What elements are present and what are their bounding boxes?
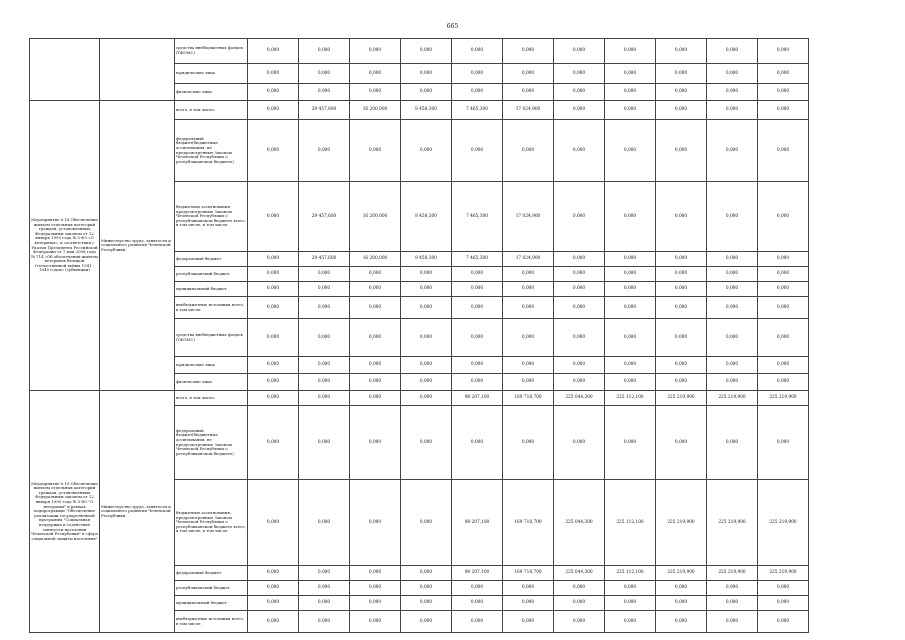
value-cell: 0,000 [503,64,554,84]
value-cell: 0,000 [707,120,758,182]
value-cell: 0,000 [248,64,299,84]
value-cell: 7 465,300 [452,182,503,252]
value-cell: 0,000 [758,39,809,64]
value-cell: 0,000 [605,252,656,267]
value-cell: 0,000 [605,101,656,120]
value-cell: 0,000 [707,406,758,480]
value-cell: 0,000 [554,581,605,596]
value-cell: 0,000 [503,581,554,596]
value-cell: 0,000 [758,406,809,480]
value-cell: 0,000 [299,596,350,611]
value-cell: 17 024,900 [503,101,554,120]
value-cell: 0,000 [554,267,605,282]
value-cell: 29 457,600 [299,182,350,252]
value-cell: 0,000 [707,182,758,252]
value-cell: 0,000 [554,319,605,357]
value-cell: 0,000 [656,319,707,357]
funding-source-cell: республиканский бюджет [175,267,248,282]
value-cell: 0,000 [452,267,503,282]
value-cell: 0,000 [554,64,605,84]
value-cell: 0,000 [452,282,503,297]
value-cell: 0,000 [248,391,299,406]
value-cell: 0,000 [350,596,401,611]
value-cell: 0,000 [656,182,707,252]
value-cell: 0,000 [707,39,758,64]
responsible-cell: Министерство труда, занятости и социального развития Чеченской Республики [100,101,175,391]
value-cell: 0,000 [605,581,656,596]
value-cell: 0,000 [350,581,401,596]
value-cell: 0,000 [605,64,656,84]
value-cell: 0,000 [503,39,554,64]
value-cell: 0,000 [503,319,554,357]
value-cell: 0,000 [554,357,605,374]
value-cell: 0,000 [299,357,350,374]
value-cell: 0,000 [248,357,299,374]
value-cell: 0,000 [401,64,452,84]
value-cell: 0,000 [758,182,809,252]
funding-source-cell: федеральный бюджет(бюджетные ассигнования, не предусмотренные Законом Чеченской Республики о республиканском бюджете) [175,406,248,480]
value-cell: 0,000 [401,120,452,182]
value-cell: 0,000 [605,297,656,319]
value-cell: 0,000 [758,581,809,596]
value-cell: 0,000 [656,374,707,391]
value-cell: 0,000 [758,374,809,391]
funding-source-cell: всего, в том числе: [175,391,248,406]
value-cell: 16 200,000 [350,252,401,267]
value-cell: 0,000 [707,282,758,297]
value-cell: 0,000 [503,406,554,480]
value-cell: 7 465,300 [452,101,503,120]
funding-source-cell: физические лица [175,84,248,101]
value-cell: 0,000 [248,252,299,267]
value-cell: 0,000 [656,252,707,267]
value-cell: 0,000 [503,297,554,319]
value-cell: 169 718,700 [503,480,554,566]
funding-source-cell: физические лица [175,374,248,391]
value-cell: 0,000 [605,39,656,64]
measure-cell: Мероприятие 6.18 Обеспечение жильем отдельных категорий граждан, установленных Федеральным законом от 12 января 1995 года № 5-ФЗ «О ветеранах», в соответствии с Указом Президента Российской Федерации от 7 мая 2008 года № 714 «Об обеспечении жильем ветеранов Великой Отечественной войны 1941 - 1945 годов» (субвенции) [30,101,100,391]
value-cell: 0,000 [401,406,452,480]
value-cell: 0,000 [350,39,401,64]
value-cell: 7 465,300 [452,252,503,267]
responsible-cell: Министерство труда, занятости и социального развития Чеченской Республики [100,391,175,633]
funding-source-cell: республиканский бюджет [175,581,248,596]
value-cell: 0,000 [299,374,350,391]
value-cell: 225 219,900 [758,480,809,566]
value-cell: 0,000 [350,374,401,391]
responsible-cell [100,39,175,101]
value-cell: 0,000 [758,357,809,374]
value-cell: 0,000 [758,101,809,120]
value-cell: 0,000 [554,282,605,297]
value-cell: 0,000 [248,120,299,182]
value-cell: 225 044,300 [554,566,605,581]
value-cell: 0,000 [299,39,350,64]
value-cell: 0,000 [758,611,809,633]
value-cell: 0,000 [758,84,809,101]
value-cell: 0,000 [656,39,707,64]
value-cell: 0,000 [554,182,605,252]
value-cell: 0,000 [656,611,707,633]
value-cell: 0,000 [605,182,656,252]
value-cell: 0,000 [707,84,758,101]
value-cell: 225 112,100 [605,566,656,581]
value-cell: 17 024,900 [503,182,554,252]
value-cell: 169 718,700 [503,566,554,581]
value-cell: 0,000 [707,101,758,120]
value-cell: 0,000 [299,84,350,101]
value-cell: 0,000 [605,357,656,374]
funding-source-cell: федеральный бюджет [175,252,248,267]
value-cell: 225 219,900 [707,480,758,566]
value-cell: 0,000 [707,64,758,84]
value-cell: 0,000 [656,282,707,297]
value-cell: 0,000 [350,297,401,319]
value-cell: 0,000 [299,391,350,406]
page-number: 665 [446,23,459,30]
value-cell: 8 458,300 [401,252,452,267]
value-cell: 0,000 [299,480,350,566]
value-cell: 0,000 [248,406,299,480]
value-cell: 0,000 [656,297,707,319]
funding-source-cell: бюджетные ассигнования, предусмотренные Законом Чеченской Республики о республиканском бюджете всего, в том числе, в том числе: [175,480,248,566]
value-cell: 0,000 [605,282,656,297]
value-cell: 29 457,600 [299,252,350,267]
funding-source-cell: юридические лица [175,64,248,84]
funding-source-cell: средства внебюджетных фондов (ТФОМС) [175,39,248,64]
value-cell: 0,000 [605,611,656,633]
value-cell: 8 458,300 [401,101,452,120]
value-cell: 0,000 [452,64,503,84]
value-cell: 0,000 [299,64,350,84]
funding-source-cell: муниципальный бюджет [175,282,248,297]
value-cell: 0,000 [503,596,554,611]
value-cell: 0,000 [350,282,401,297]
value-cell: 0,000 [758,120,809,182]
value-cell: 0,000 [707,581,758,596]
value-cell: 16 200,000 [350,182,401,252]
value-cell: 0,000 [350,319,401,357]
value-cell: 0,000 [401,282,452,297]
value-cell: 0,000 [299,581,350,596]
value-cell: 0,000 [656,101,707,120]
value-cell: 0,000 [605,374,656,391]
value-cell: 0,000 [350,391,401,406]
funding-source-cell: внебюджетные источники всего, в том числе: [175,611,248,633]
value-cell: 0,000 [758,297,809,319]
value-cell: 0,000 [350,566,401,581]
value-cell: 0,000 [401,357,452,374]
funding-source-cell: федеральный бюджет [175,566,248,581]
value-cell: 98 207,100 [452,480,503,566]
value-cell: 0,000 [452,581,503,596]
value-cell: 0,000 [707,374,758,391]
value-cell: 0,000 [452,596,503,611]
value-cell: 0,000 [248,596,299,611]
value-cell: 0,000 [248,581,299,596]
value-cell: 225 219,900 [656,391,707,406]
table-row [30,391,809,406]
value-cell: 0,000 [554,101,605,120]
value-cell: 0,000 [503,611,554,633]
value-cell: 0,000 [401,581,452,596]
value-cell: 16 200,000 [350,101,401,120]
value-cell: 225 219,900 [707,391,758,406]
value-cell: 0,000 [401,611,452,633]
value-cell: 0,000 [248,84,299,101]
value-cell: 0,000 [554,596,605,611]
value-cell: 0,000 [656,357,707,374]
value-cell: 0,000 [707,252,758,267]
value-cell: 0,000 [707,319,758,357]
value-cell: 0,000 [452,611,503,633]
value-cell: 225 044,300 [554,480,605,566]
value-cell: 0,000 [350,267,401,282]
value-cell: 0,000 [350,84,401,101]
value-cell: 0,000 [656,406,707,480]
value-cell: 225 219,900 [656,566,707,581]
value-cell: 8 458,300 [401,182,452,252]
funding-source-cell: федеральный бюджет(бюджетные ассигнования, не предусмотренные Законом Чеченской Республики о республиканском бюджете) [175,120,248,182]
value-cell: 0,000 [248,566,299,581]
value-cell: 0,000 [299,282,350,297]
value-cell: 0,000 [248,480,299,566]
value-cell: 0,000 [452,374,503,391]
value-cell: 0,000 [401,374,452,391]
value-cell: 0,000 [299,120,350,182]
value-cell: 0,000 [758,252,809,267]
value-cell: 0,000 [554,84,605,101]
value-cell: 0,000 [554,374,605,391]
value-cell: 0,000 [401,596,452,611]
value-cell: 0,000 [452,39,503,64]
value-cell: 98 207,100 [452,391,503,406]
value-cell: 0,000 [401,84,452,101]
value-cell: 0,000 [248,297,299,319]
value-cell: 0,000 [350,357,401,374]
value-cell: 0,000 [452,357,503,374]
value-cell: 0,000 [248,182,299,252]
value-cell: 0,000 [503,120,554,182]
value-cell: 0,000 [503,282,554,297]
value-cell: 225 112,100 [605,391,656,406]
value-cell: 0,000 [350,480,401,566]
value-cell: 0,000 [707,297,758,319]
value-cell: 0,000 [758,267,809,282]
value-cell: 29 457,600 [299,101,350,120]
value-cell: 0,000 [656,596,707,611]
value-cell: 0,000 [656,120,707,182]
funding-source-cell: всего, в том числе: [175,101,248,120]
measure-cell [30,39,100,101]
value-cell: 0,000 [248,611,299,633]
value-cell: 0,000 [350,611,401,633]
value-cell: 0,000 [350,120,401,182]
value-cell: 0,000 [452,406,503,480]
funding-source-cell: юридические лица [175,357,248,374]
value-cell: 225 112,100 [605,480,656,566]
value-cell: 0,000 [707,357,758,374]
value-cell: 0,000 [248,319,299,357]
value-cell: 0,000 [554,611,605,633]
value-cell: 0,000 [707,611,758,633]
value-cell: 0,000 [401,297,452,319]
value-cell: 0,000 [554,39,605,64]
value-cell: 0,000 [248,267,299,282]
value-cell: 0,000 [401,391,452,406]
value-cell: 0,000 [758,319,809,357]
value-cell: 0,000 [401,319,452,357]
value-cell: 0,000 [299,566,350,581]
table-body [30,39,809,633]
value-cell: 225 044,300 [554,391,605,406]
value-cell: 0,000 [605,267,656,282]
value-cell: 225 219,900 [758,566,809,581]
value-cell: 0,000 [401,480,452,566]
value-cell: 0,000 [503,84,554,101]
value-cell: 0,000 [758,64,809,84]
funding-source-cell: внебюджетные источники всего, в том числе: [175,297,248,319]
value-cell: 0,000 [452,84,503,101]
value-cell: 0,000 [299,406,350,480]
value-cell: 0,000 [452,297,503,319]
value-cell: 0,000 [299,611,350,633]
value-cell: 0,000 [758,282,809,297]
value-cell: 0,000 [554,120,605,182]
value-cell: 225 219,900 [656,480,707,566]
funding-source-cell: муниципальный бюджет [175,596,248,611]
value-cell: 0,000 [452,120,503,182]
value-cell: 0,000 [299,267,350,282]
value-cell: 0,000 [656,64,707,84]
value-cell: 0,000 [554,406,605,480]
value-cell: 0,000 [554,252,605,267]
table-row [30,101,809,120]
value-cell: 0,000 [707,596,758,611]
value-cell: 0,000 [605,406,656,480]
value-cell: 0,000 [248,101,299,120]
value-cell: 0,000 [350,64,401,84]
value-cell: 0,000 [503,357,554,374]
value-cell: 169 718,700 [503,391,554,406]
value-cell: 0,000 [503,374,554,391]
value-cell: 0,000 [605,319,656,357]
value-cell: 0,000 [656,84,707,101]
value-cell: 0,000 [605,120,656,182]
value-cell: 0,000 [554,297,605,319]
value-cell: 0,000 [758,596,809,611]
value-cell: 0,000 [299,319,350,357]
value-cell: 0,000 [656,581,707,596]
value-cell: 17 024,900 [503,252,554,267]
value-cell: 0,000 [503,267,554,282]
value-cell: 0,000 [401,267,452,282]
value-cell: 0,000 [656,267,707,282]
budget-table [29,38,809,633]
funding-source-cell: бюджетные ассигнования, предусмотренные Законом Чеченской Республики о республиканском бюджете всего, в том числе, в том числе: [175,182,248,252]
value-cell: 225 219,900 [758,391,809,406]
value-cell: 0,000 [605,596,656,611]
value-cell: 0,000 [401,566,452,581]
value-cell: 0,000 [401,39,452,64]
value-cell: 225 219,900 [707,566,758,581]
value-cell: 0,000 [248,282,299,297]
value-cell: 0,000 [605,84,656,101]
value-cell: 0,000 [707,267,758,282]
value-cell: 0,000 [452,319,503,357]
table-row [30,39,809,64]
value-cell: 98 207,100 [452,566,503,581]
funding-source-cell: средства внебюджетных фондов (ТФОМС) [175,319,248,357]
value-cell: 0,000 [299,297,350,319]
value-cell: 0,000 [248,39,299,64]
measure-cell: Мероприятие 6.19 Обеспечение жильем отдельных категорий граждан, установленных Федеральным законом от 12 января 1995 года № 5-ФЗ "О ветеранах" в рамках подпрограммы "Обеспечение реализации государственной программы "Социальная поддержка и содействие занятости населения Чеченской Республики" в сфере социальной защиты населения" [30,391,100,633]
value-cell: 0,000 [248,374,299,391]
value-cell: 0,000 [350,406,401,480]
